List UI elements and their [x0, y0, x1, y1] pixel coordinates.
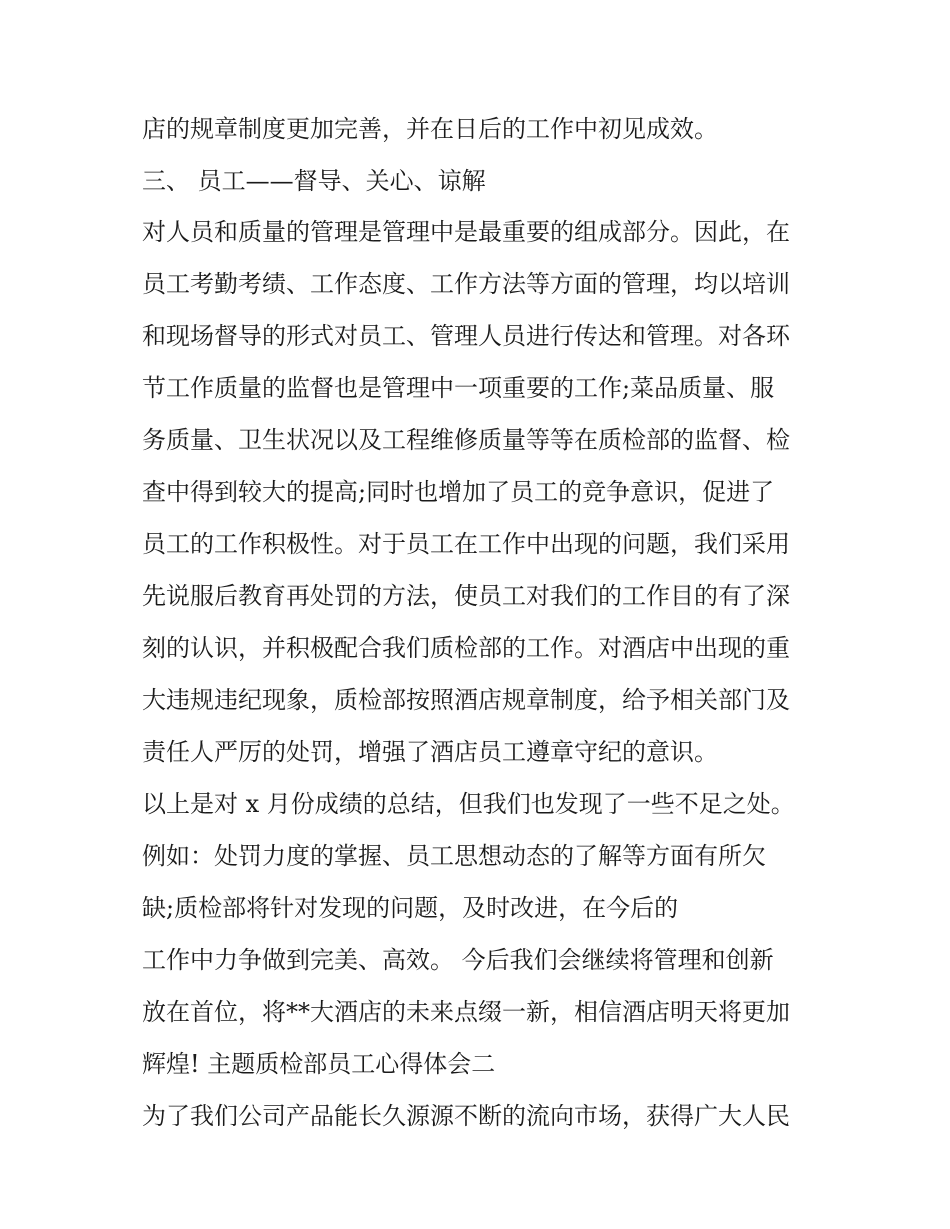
text-line: 务质量、卫生状况以及工程维修质量等等在质检部的监督、检 — [142, 426, 790, 454]
text-line: 责任人严厉的处罚，增强了酒店员工遵章守纪的意识。 — [142, 738, 718, 766]
text-line: 员工的工作积极性。对于员工在工作中出现的问题，我们采用 — [142, 530, 790, 558]
text-line: 例如：处罚力度的掌握、员工思想动态的了解等方面有所欠 — [142, 842, 766, 870]
text-line: 员工考勤考绩、工作态度、工作方法等方面的管理，均以培训 — [142, 270, 790, 298]
text-line: 对人员和质量的管理是管理中是最重要的组成部分。因此，在 — [142, 218, 790, 246]
text-line: 辉煌! 主题质检部员工心得体会二 — [142, 1050, 496, 1078]
text-line: 大违规违纪现象，质检部按照酒店规章制度，给予相关部门及 — [142, 686, 790, 714]
text-line: 放在首位，将**大酒店的未来点缀一新，相信酒店明天将更加 — [142, 998, 790, 1026]
text-line: 缺;质检部将针对发现的问题，及时改进，在今后的 — [142, 894, 679, 922]
text-line: 先说服后教育再处罚的方法，使员工对我们的工作目的有了深 — [142, 582, 790, 610]
text-line: 工作中力争做到完美、高效。 今后我们会继续将管理和创新 — [142, 946, 774, 974]
text-line: 店的规章制度更加完善，并在日后的工作中初见成效。 — [142, 115, 718, 143]
section-heading: 三、 员工——督导、关心、谅解 — [142, 167, 486, 195]
text-line: 节工作质量的监督也是管理中一项重要的工作;菜品质量、服 — [142, 374, 775, 402]
text-line: 查中得到较大的提高;同时也增加了员工的竞争意识，促进了 — [142, 478, 775, 506]
text-line: 刻的认识，并积极配合我们质检部的工作。对酒店中出现的重 — [142, 634, 790, 662]
text-line: 以上是对 x 月份成绩的总结，但我们也发现了一些不足之处。 — [142, 790, 795, 818]
text-line: 和现场督导的形式对员工、管理人员进行传达和管理。对各环 — [142, 322, 790, 350]
text-line: 为了我们公司产品能长久源源不断的流向市场，获得广大人民 — [142, 1102, 790, 1130]
